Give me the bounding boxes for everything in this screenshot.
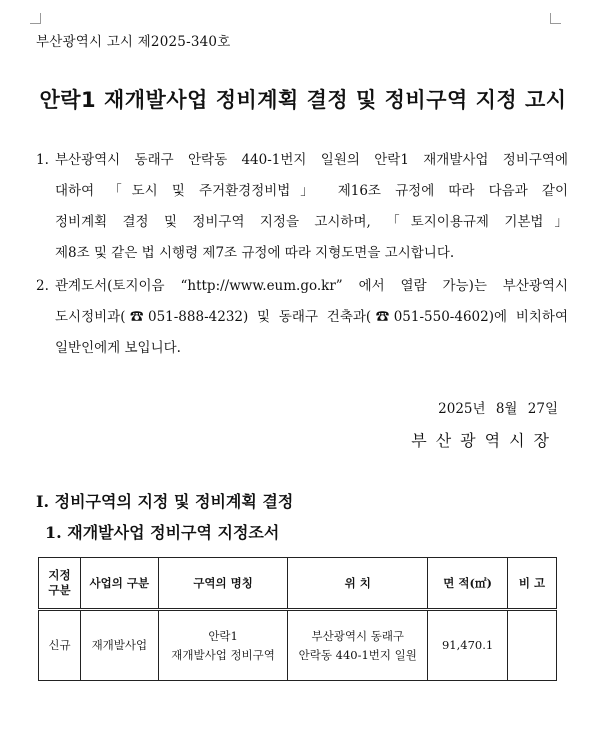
item-line: 일반인에게 보입니다. [55,340,181,356]
item-line: 도시정비과(☎051-888-4232) 및 동래구 건축과(☎051-550-4602)에 비치하여 [55,309,568,325]
table-header-row [39,558,557,610]
header-area-name: 구역의 명칭 [158,558,288,610]
item-line: 대하여 「도시 및 주거환경정비법」 제16조 규정에 따라 다음과 같이 [55,183,568,199]
page-title: 안락1 재개발사업 정비계획 결정 및 정비구역 지정 고시 [39,88,567,112]
subsection-heading: 1. 재개발사업 정비구역 지정조서 [45,523,280,542]
cell-area-name: 안락1 재개발사업 정비구역 [158,610,288,681]
item-line: 관계도서(토지이음 “http://www.eum.go.kr” 에서 열람 가능)는 부산광역시 [55,278,568,294]
item-line: 제8조 및 같은 법 시행령 제7조 규정에 따라 지형도면을 고시합니다. [55,245,455,261]
item-number: 1. [36,152,49,168]
notice-item-2 [36,271,568,364]
item-line: 정비계획 결정 및 정비구역 지정을 고시하며, 「토지이용규제 기본법」 [55,214,568,230]
header-area-size: 면 적(㎡) [428,558,508,610]
cell-designation-type: 신규 [39,610,81,681]
crop-mark-top-left [30,13,41,24]
header-designation-type: 지정 구분 [39,558,81,610]
cell-location: 부산광역시 동래구 안락동 440-1번지 일원 [288,610,428,681]
cell-remarks [508,610,557,681]
notice-date: 2025년 8월 27일 [438,401,558,417]
item-number: 2. [36,278,49,294]
header-project-type: 사업의 구분 [80,558,158,610]
issuer-signature: 부산광역시장 [411,431,558,450]
designation-table [38,557,557,681]
crop-mark-top-right [550,13,561,24]
notice-item-1 [36,145,568,269]
header-location: 위 치 [288,558,428,610]
cell-project-type: 재개발사업 [80,610,158,681]
notice-number: 부산광역시 고시 제2025-340호 [36,34,231,50]
section-heading: I. 정비구역의 지정 및 정비계획 결정 [36,492,294,511]
cell-area-size: 91,470.1 [428,610,508,681]
table-row [39,610,557,681]
item-line: 부산광역시 동래구 안락동 440-1번지 일원의 안락1 재개발사업 정비구역에 [55,152,568,168]
header-remarks: 비 고 [508,558,557,610]
